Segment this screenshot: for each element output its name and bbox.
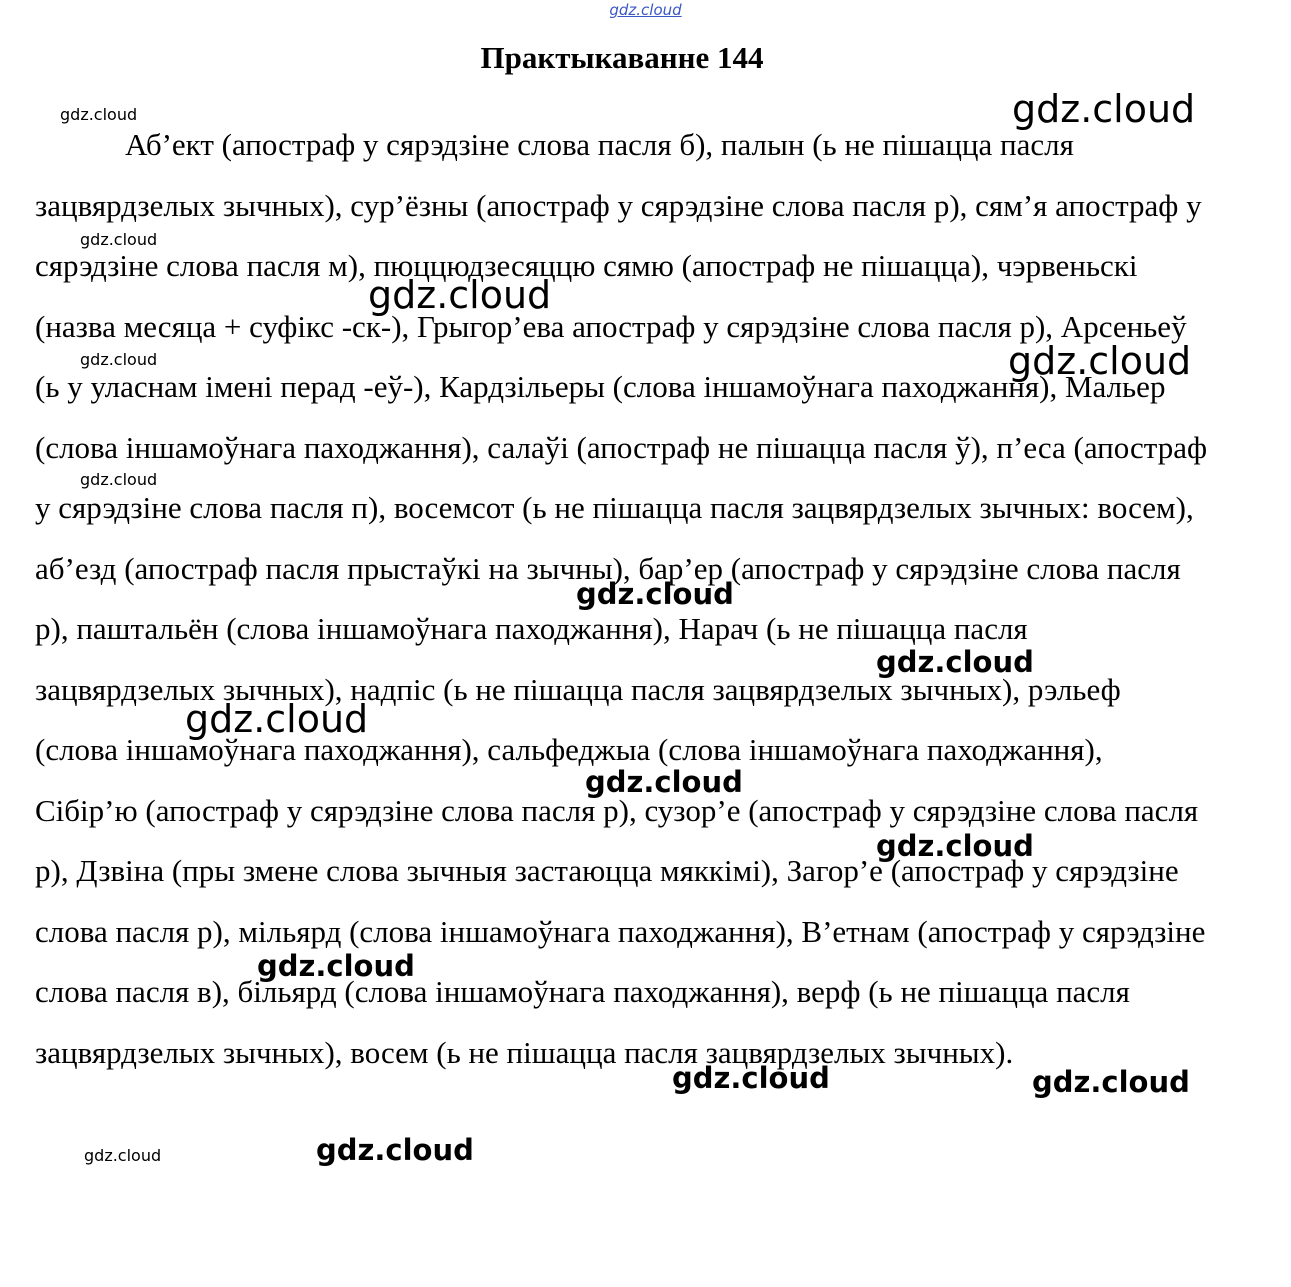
watermark: gdz.cloud <box>84 1146 162 1165</box>
page-title: Практыкаванне 144 <box>480 40 764 75</box>
watermark: gdz.cloud <box>1032 1065 1190 1099</box>
answer-paragraph: Аб’ект (апостраф у сярэдзіне слова пасля б), палын (ь не пішацца пасля зацвярдзелых зычных), сур’ёзны (апостраф у сярэдзіне слова пасля р), сям’я апостраф у сярэдзіне слова пасля м), пюццюдзесяццю сямю (апостраф не пішацца), чэрвеньскі (назва месяца + суфікс -ск-), Грыгор’ева апостраф у сярэдзіне слова пасля р), Арсеньеў (ь у уласнам імені перад -еў-), Кардзільеры (слова іншамоўнага паходжання), Мальер (слова іншамоўнага паходжання), салаўі (апостраф не пішацца пасля ў), п’еса (апостраф у сярэдзіне слова пасля п), восемсот (ь не пішацца пасля зацвярдзелых зычных: восем), аб’езд (апостраф пасля прыстаўкі на зычны), бар’ер (апостраф у сярэдзіне слова пасля р), паштальён (слова іншамоўнага паходжання), Нарач (ь не пішацца пасля зацвярдзелых зычных), надпіс (ь не пішацца пасля зацвярдзелых зычных), рэльеф (слова іншамоўнага паходжання), сальфеджыа (слова іншамоўнага паходжання), Сібір’ю (апостраф у сярэдзіне слова пасля р), сузор’е (апостраф у сярэдзіне слова пасля р), Дзвіна (пры змене слова зычныя застаюцца мяккімі), Загор’е (апостраф у сярэдзіне слова пасля р), мільярд (слова іншамоўнага паходжання), В’етнам (апостраф у сярэдзіне слова пасля в), більярд (слова іншамоўнага паходжання), верф (ь не пішацца пасля зацвярдзелых зычных), восем (ь не пішацца пасля зацвярдзелых зычных). <box>35 127 1208 1070</box>
watermark: gdz.cloud <box>585 765 743 799</box>
watermark: gdz.cloud <box>368 273 552 317</box>
watermark: gdz.cloud <box>876 645 1034 679</box>
watermark: gdz.cloud <box>876 829 1034 863</box>
watermark: gdz.cloud <box>576 577 734 611</box>
watermark: gdz.cloud <box>672 1061 830 1095</box>
site-watermark-link[interactable]: gdz.cloud <box>609 1 682 19</box>
watermark: gdz.cloud <box>1008 339 1192 383</box>
watermark: gdz.cloud <box>1012 87 1196 131</box>
watermark: gdz.cloud <box>80 350 158 369</box>
watermark: gdz.cloud <box>80 470 158 489</box>
watermark: gdz.cloud <box>316 1133 474 1167</box>
watermark: gdz.cloud <box>60 105 138 124</box>
watermark: gdz.cloud <box>257 949 415 983</box>
watermark: gdz.cloud <box>185 697 369 741</box>
watermark: gdz.cloud <box>80 230 158 249</box>
